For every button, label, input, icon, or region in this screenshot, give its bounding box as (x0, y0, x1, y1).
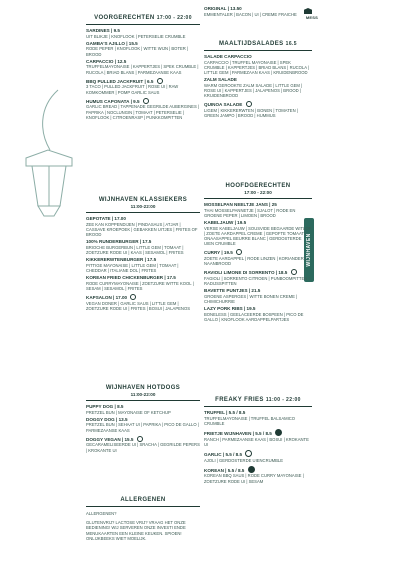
menu-item-desc: KOREAN BBQ SAUS | RODE CURRY MAYONAISE | ZOETZURE RODE UI | SESAM (204, 473, 304, 484)
menu-item (86, 417, 200, 433)
menu-item-desc: THAI MOSSELPANNETJE | SJALOT | RODE EN GROENE PEPER | LIMOEN | BROOD (204, 207, 296, 218)
hotdogs-header (86, 384, 200, 392)
menu-item (204, 100, 312, 118)
menu-item-desc: BRIOCHE BURGERBUN | LITTLE GEM | TOMAAT | ZOETZURE RODE UI | KAAS | SESAMOL | FRITES (86, 244, 184, 255)
vegan-icon (130, 294, 136, 300)
menu-item (204, 6, 312, 17)
menu-item-name: SALADE CARPACCIO (204, 54, 252, 59)
menu-item (204, 306, 312, 322)
menu-item-name: ORIGINAL | 13.50 (204, 6, 242, 11)
section-divider (204, 406, 312, 407)
menu-item-name (204, 248, 312, 256)
logo-text: MESS (305, 15, 318, 20)
menu-item-name: SARDINES | 9.5 (86, 28, 120, 33)
section-divider (86, 400, 200, 401)
menu-item (204, 77, 312, 98)
menu-item-name-text: FRIETJE WIJNHAVEN | 5.5 / 8.5 (204, 431, 272, 436)
menu-item-name: BAVETTE PUNTJES | 21.5 (204, 288, 261, 294)
menu-item (204, 54, 312, 75)
menu-item (204, 428, 312, 447)
vegan-icon (246, 101, 252, 107)
menu-item-name-text: DOGGY VEGAN | 15.5 (86, 436, 134, 442)
menu-item (86, 59, 200, 75)
menu-item-desc: BONELESS | GEELACEERDE BOSPEEN | PICO DE GALLO | KNOFLOOK AARDAPPELPARTJES (204, 312, 304, 323)
section-divider (86, 506, 200, 507)
menu-item-name: KIKKERERWTENBURGER | 17.5 (86, 257, 157, 263)
section-divider (86, 24, 200, 25)
menu-item-desc: EMMENTALER | BACON | UI | CREME FRAICHE (204, 11, 297, 17)
hoofdgerechten-section (204, 182, 312, 324)
menu-item-name-text: KAPSALON | 17.00 (86, 295, 128, 301)
vegan-icon (291, 269, 297, 275)
menu-item-desc: FAGIOLI | SORRENTO CITROEN | PUNBOOMPITTEN | RADIJSSPITTEN (204, 276, 310, 287)
voorgerechten-header (86, 14, 200, 22)
freaky-fries-hours: 11:00 - 22:00 (265, 397, 301, 403)
menu-item-desc: ZEE KAN KOPPENDIJEN | PINDASAUS | ATJAR | CASSAVE KROEPOEK | GEBAKKEN UITJES | FRITES OF BROOD (86, 221, 198, 237)
menu-item-desc: TRUFFELMAYONAISE | TRUFFEL BALSAMICO CRUMBLE (204, 415, 296, 426)
menu-item-name (204, 449, 312, 458)
maaltijdsalades-title: MAALTIJDSALADES (219, 41, 284, 47)
menu-item-desc: RODE CURRYMAYONAISE | ZOETZURE WITTE KOOL | SESAM | SESAMOL | FRITES (86, 280, 194, 291)
menu-item-desc: PRETZEL BUN | SEHAAT UI | PAPRIKA | PICO DE GALLO | PARMEZAANSE KAAS (86, 422, 199, 433)
menu-item-name (86, 293, 200, 301)
freaky-fries-title: FREAKY FRIES (215, 397, 264, 403)
menu-item-desc: UIT BLIKJE | KNOFLOOK | PETERSELIE CRUMBLE (86, 33, 186, 39)
menu-item-name: GEPOTATE | 17.00 (86, 216, 126, 221)
hotdogs-title: WIJNHAVEN HOTDOGS (105, 385, 181, 391)
menu-item-desc: CARPACCIO | TRUFFEL MAYONAISE | SPEK CRUMBLE | KAPPERTJES | BRIAD BLANS | RUCOLA | LITTLE GEM | PARMEZAAN KAAS | KRUIDENBROOD (204, 59, 310, 75)
hoofdgerechten-title: HOOFDGERECHTEN (225, 183, 291, 189)
menu-item (86, 435, 200, 453)
maaltijdsalades-header (204, 40, 312, 48)
menu-item-name-text: RAVIOLI LIMONE DI SORRENTO | 18.5 (204, 270, 288, 276)
menu-item-name: KOREAN FRIED CHICKENBURGER | 17.5 (86, 275, 176, 281)
menu-item-desc: RANCH | PARMEZAANSE KAAS | BOSUI | KROKANTE UI (204, 436, 309, 447)
vegan-icon (137, 436, 143, 442)
menu-item-desc: GROENE ASPERGES | WITTE BONEN CREME | CHIMICHURRIE (204, 294, 298, 305)
allergenen-section (86, 496, 200, 541)
menu-item (204, 268, 312, 286)
menu-item (86, 257, 200, 273)
menu-item (86, 275, 200, 291)
menu-item (86, 97, 200, 120)
hoofdgerechten-hours: 17:00 - 22:00 (244, 190, 272, 195)
freaky-fries-header (204, 396, 312, 404)
allergenen-title: ALLERGENEN (120, 497, 166, 503)
lamp-illustration (18, 88, 78, 258)
klassiekers-title: WIJNHAVEN KLASSIEKERS (98, 197, 188, 203)
menu-item-name-text: GARLIC | 5.5 / 8.5 (204, 452, 243, 457)
menu-item-name-text: CURRY | 19.5 (204, 250, 233, 256)
menu-item-name (86, 77, 200, 85)
menu-item-desc: RODE PEPER | KNOFLOOK | WITTE WIJN | BOTER | BROOD (86, 46, 189, 57)
menu-item (86, 293, 200, 311)
menu-item (86, 41, 200, 57)
top-items (204, 6, 312, 19)
vegan-icon (143, 98, 149, 104)
menu-item-desc: TRUFFELMAYONAISE | KAPPERTJES | SPEK CRUMBLE | RUCOLA | BRIAD BLANS | PARMEZAANSE KAAS (86, 64, 199, 75)
maaltijdsalades-section (204, 40, 312, 120)
menu-item (86, 404, 200, 415)
maaltijdsalades-price: 16.5 (285, 41, 297, 47)
menu-item (86, 77, 200, 95)
menu-item-name: 100% RUNDERBURGER | 17.5 (86, 239, 152, 245)
menu-item-name: TRUFFEL | 5.5 / 8.5 (204, 410, 246, 415)
menu-item-desc: VERSE KABELJAUW | SOUSVIDE BEGAARDE WITLOF | ZOETE AARDAPPEL CREME | GEPOFTE TOMAAT | ONAASAPPEL BEURRE BLANC | GERDOSTERDE UIEN CRUMBLE (204, 225, 312, 247)
menu-item (204, 288, 312, 304)
vegan-icon (157, 78, 163, 84)
klassiekers-header (86, 196, 200, 204)
side-tab-label: WIJNHAVEN (306, 233, 312, 267)
menu-item-desc: ZOETE AARDAPPEL | RODE LINZEN | KORIANDER | NAANBROOD (204, 256, 307, 267)
vegan-icon (245, 450, 252, 457)
allergen-heading: ALLERGENEN? (86, 511, 117, 516)
hoofdgerechten-header (204, 182, 312, 190)
menu-item-desc: 3 TACO | PULLED JACKFRUIT | ROSE UI | RAW KOMKOMMER | POMP GARLIC SAUS (86, 84, 179, 95)
menu-item-name: CARPACCIO | 12.5 (86, 58, 127, 64)
menu-item-name: LAZY PORK RIBS | 19.5 (204, 306, 256, 312)
hotdogs-section (86, 384, 200, 455)
allergen-text: GLUTENVRIJ? LACTOSE VRIJ? VRAAG HET ONZE BEDIENING! WIJ SERVEREN ONZE INVESTI ENDE MENUKAARTEN EEN KLEINE KEUKEN. SPIOEN! ONLIJKBEEKS WIET MOELIJK. (86, 520, 186, 541)
menu-item-name (204, 100, 312, 108)
section-divider (86, 212, 200, 213)
allergenen-header (86, 496, 200, 504)
voorgerechten-title: VOORGERECHTEN (94, 15, 155, 21)
menu-item-name: MOSSELPAN NEELTJE JANS | 25 (204, 202, 277, 207)
menu-item (86, 216, 200, 237)
menu-item-desc: WARM GEROOKTE ZALM SALADE | LITTLE GEM | ROSE UI | KAPPERTJES | JALAPENOS | BROOD | KRUIDENBROOD (204, 82, 303, 99)
voorgerechten-hours: 17:00 - 22:00 (156, 15, 192, 21)
menu-item-name-text: HUMUS CAPONATA | 9.5 (86, 98, 140, 104)
menu-item-desc: LIGEM | KIKKERERWTEN | BONEN | TOMATEN | GREEN JAMPO | BROOD | HUMMUS (204, 108, 298, 119)
menu-item-name-text: KOREAN | 5.5 / 8.5 (204, 467, 245, 473)
menu-item-name: ZALM SALADE (204, 77, 237, 83)
menu-item-name (204, 268, 312, 276)
menu-item (204, 220, 312, 246)
klassiekers-hours: 11:00-22:00 (130, 204, 156, 209)
menu-item-name-text: QUINOA SALADE (204, 102, 243, 108)
menu-item (86, 28, 200, 39)
section-divider (204, 50, 312, 51)
spicy-icon (248, 466, 255, 473)
menu-item-name (204, 465, 312, 474)
menu-item-desc: GARLIC BREAD | TAPPENADE GEGRILDE AUBERGINES | PAPRIKA | NOCLUNGIN | TOMAAT | PETERSELIE | KNOFLOOK | CITROENRASP | PUNKKOMPITTEN (86, 104, 200, 120)
menu-item (204, 449, 312, 463)
menu-item-name: GAMBA'S AJILLO | 15.5 (86, 40, 138, 46)
menu-item-desc: PRETZEL BUN | MAYONAISE OF KETCHUP (86, 409, 171, 415)
menu-item (204, 465, 312, 484)
hotdogs-hours: 11:00-22:00 (130, 392, 156, 397)
menu-item-name (204, 428, 312, 437)
menu-item-desc: PITTIGE MAYONAISE | LITTLE GEM | TOMAAT | CHEDDAR | ITALIANE DOL | FRITES (86, 262, 179, 273)
menu-item-name: PUPPY DOG | 8.5 (86, 404, 124, 409)
menu-item-name: KABELJAUW | 19.5 (204, 220, 247, 225)
menu-item-name (86, 97, 200, 105)
menu-item-desc: AJOLI | GERDOSTERDE UIENCRUMBLE (204, 457, 284, 463)
freaky-fries-section (204, 396, 312, 486)
section-divider (204, 198, 312, 199)
menu-item-name (86, 435, 200, 443)
menu-item-name-text: BBQ PULLED JACKFRUIT | 6.5 (86, 78, 154, 84)
klassiekers-section (86, 196, 200, 313)
menu-item (204, 248, 312, 266)
menu-item (204, 410, 312, 426)
menu-item-desc: GECARAMELISEERDE UI | SRACHA | GEGRILDE PEPERS | KROKANTE UI (86, 442, 200, 453)
menu-item (204, 202, 312, 218)
menu-item (86, 239, 200, 255)
spicy-icon (275, 429, 282, 436)
vegan-icon (236, 249, 242, 255)
menu-item-desc: VEGAN DONER | GARLIC SAUS | LITTLE GEM | ZOETZURE RODE UI | FRITES | BOSUI | JALAPENOS (86, 300, 191, 311)
voorgerechten-section (86, 14, 200, 122)
menu-item-name: DOGGY DOG | 13.5 (86, 416, 128, 422)
